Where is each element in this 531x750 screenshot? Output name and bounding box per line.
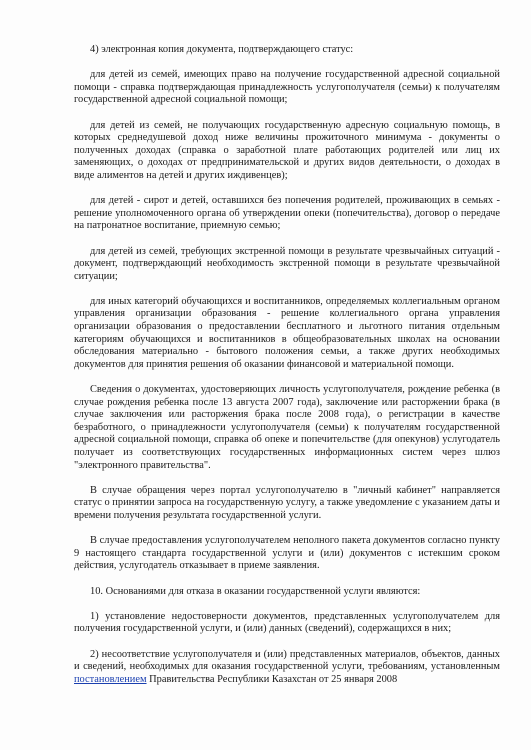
- paragraph-status-copy: 4) электронная копия документа, подтверждающего статус:: [90, 44, 354, 55]
- paragraph-emergency: для детей из семей, требующих экстренной помощи в результате чрезвычайных ситуаций - документ, подтверждающий необходимость экстренной помощи в результате чрезвычайной ситуации;: [74, 245, 500, 282]
- paragraph-social-assistance: для детей из семей, имеющих право на получение государственной адресной социальной помощи - справка подтверждающая принадлежность услугополучателя (семьи) к получателям государственной адресной социальной помощи;: [74, 69, 500, 106]
- paragraph-refusal-item-2: [74, 649, 500, 687]
- refusal-item-2-text-end: Правительства Республики Казахстан от 25 января 2008: [146, 673, 398, 685]
- paragraph-portal-status: В случае обращения через портал услугополучателю в "личный кабинет" направляется статус о принятии запроса на государственную услугу, а также уведомление с указанием даты и времени получения результата государственной услуги.: [74, 484, 500, 521]
- paragraph-identity-documents: Сведения о документах, удостоверяющих личность услугополучателя, рождение ребенка (в случае рождения ребенка после 13 августа 2007 года), заключение или расторжении брака (в случае заключения или расторжения брака после 2008 года), о регистрации в качестве безработного, о принадлежности услугополучателя (семьи) к получателям государственной адресной социальной помощи, справка об опеке и попечительстве (для опекунов) услугодатель получает из соответствующих государственных информационных систем через шлюз "электронного правительства".: [74, 384, 500, 471]
- paragraph-refusal-item-1: 1) установление недостоверности документов, представленных услугополучателем для получения государственной услуги, и (или) данных (сведений), содержащихся в них;: [74, 610, 500, 635]
- resolution-link[interactable]: постановлением: [74, 673, 147, 685]
- paragraph-incomplete-package: В случае предоставления услугополучателем неполного пакета документов согласно пункту 9 настоящего стандарта государственной услуги и (или) документов с истекшим сроком действия, услугодатель отказывает в приеме заявления.: [74, 535, 500, 572]
- paragraph-orphans: для детей - сирот и детей, оставшихся без попечения родителей, проживающих в семьях - решение уполномоченного органа об утверждении опеки (попечительства), договор о передаче на патронатное воспитание, приемную семью;: [74, 195, 500, 232]
- paragraph-other-categories: для иных категорий обучающихся и воспитанников, определяемых коллегиальным органом управления организации образования - решение коллегиального органа управления организации образования о предоставлении бесплатного и льготного питания отдельным категориям обучающихся и воспитанников в общеобразовательных школах на основании обследования материально - бытового положения семьи, а также других необходимых документов для принятия решения об оказании финансовой и материальной помощи.: [74, 295, 500, 370]
- paragraph-refusal-grounds: 10. Основаниями для отказа в оказании государственной услуги являются:: [90, 585, 421, 597]
- refusal-item-2-text-start: 2) несоответствие услугополучателя и (или) представленных материалов, объектов, данных и сведений, необходимых для оказания государственной услуги, требованиям, установленным: [74, 648, 500, 673]
- document-body: [74, 44, 500, 699]
- paragraph-low-income: для детей из семей, не получающих государственную адресную социальную помощь, в которых среднедушевой доход ниже величины прожиточного минимума - документы о полученных доходах (справка о заработной плате работающих родителей или лиц их заменяющих, о доходах от предпринимательской и других видов деятельности, о доходах в виде алиментов на детей и других иждивенцев);: [74, 119, 500, 181]
